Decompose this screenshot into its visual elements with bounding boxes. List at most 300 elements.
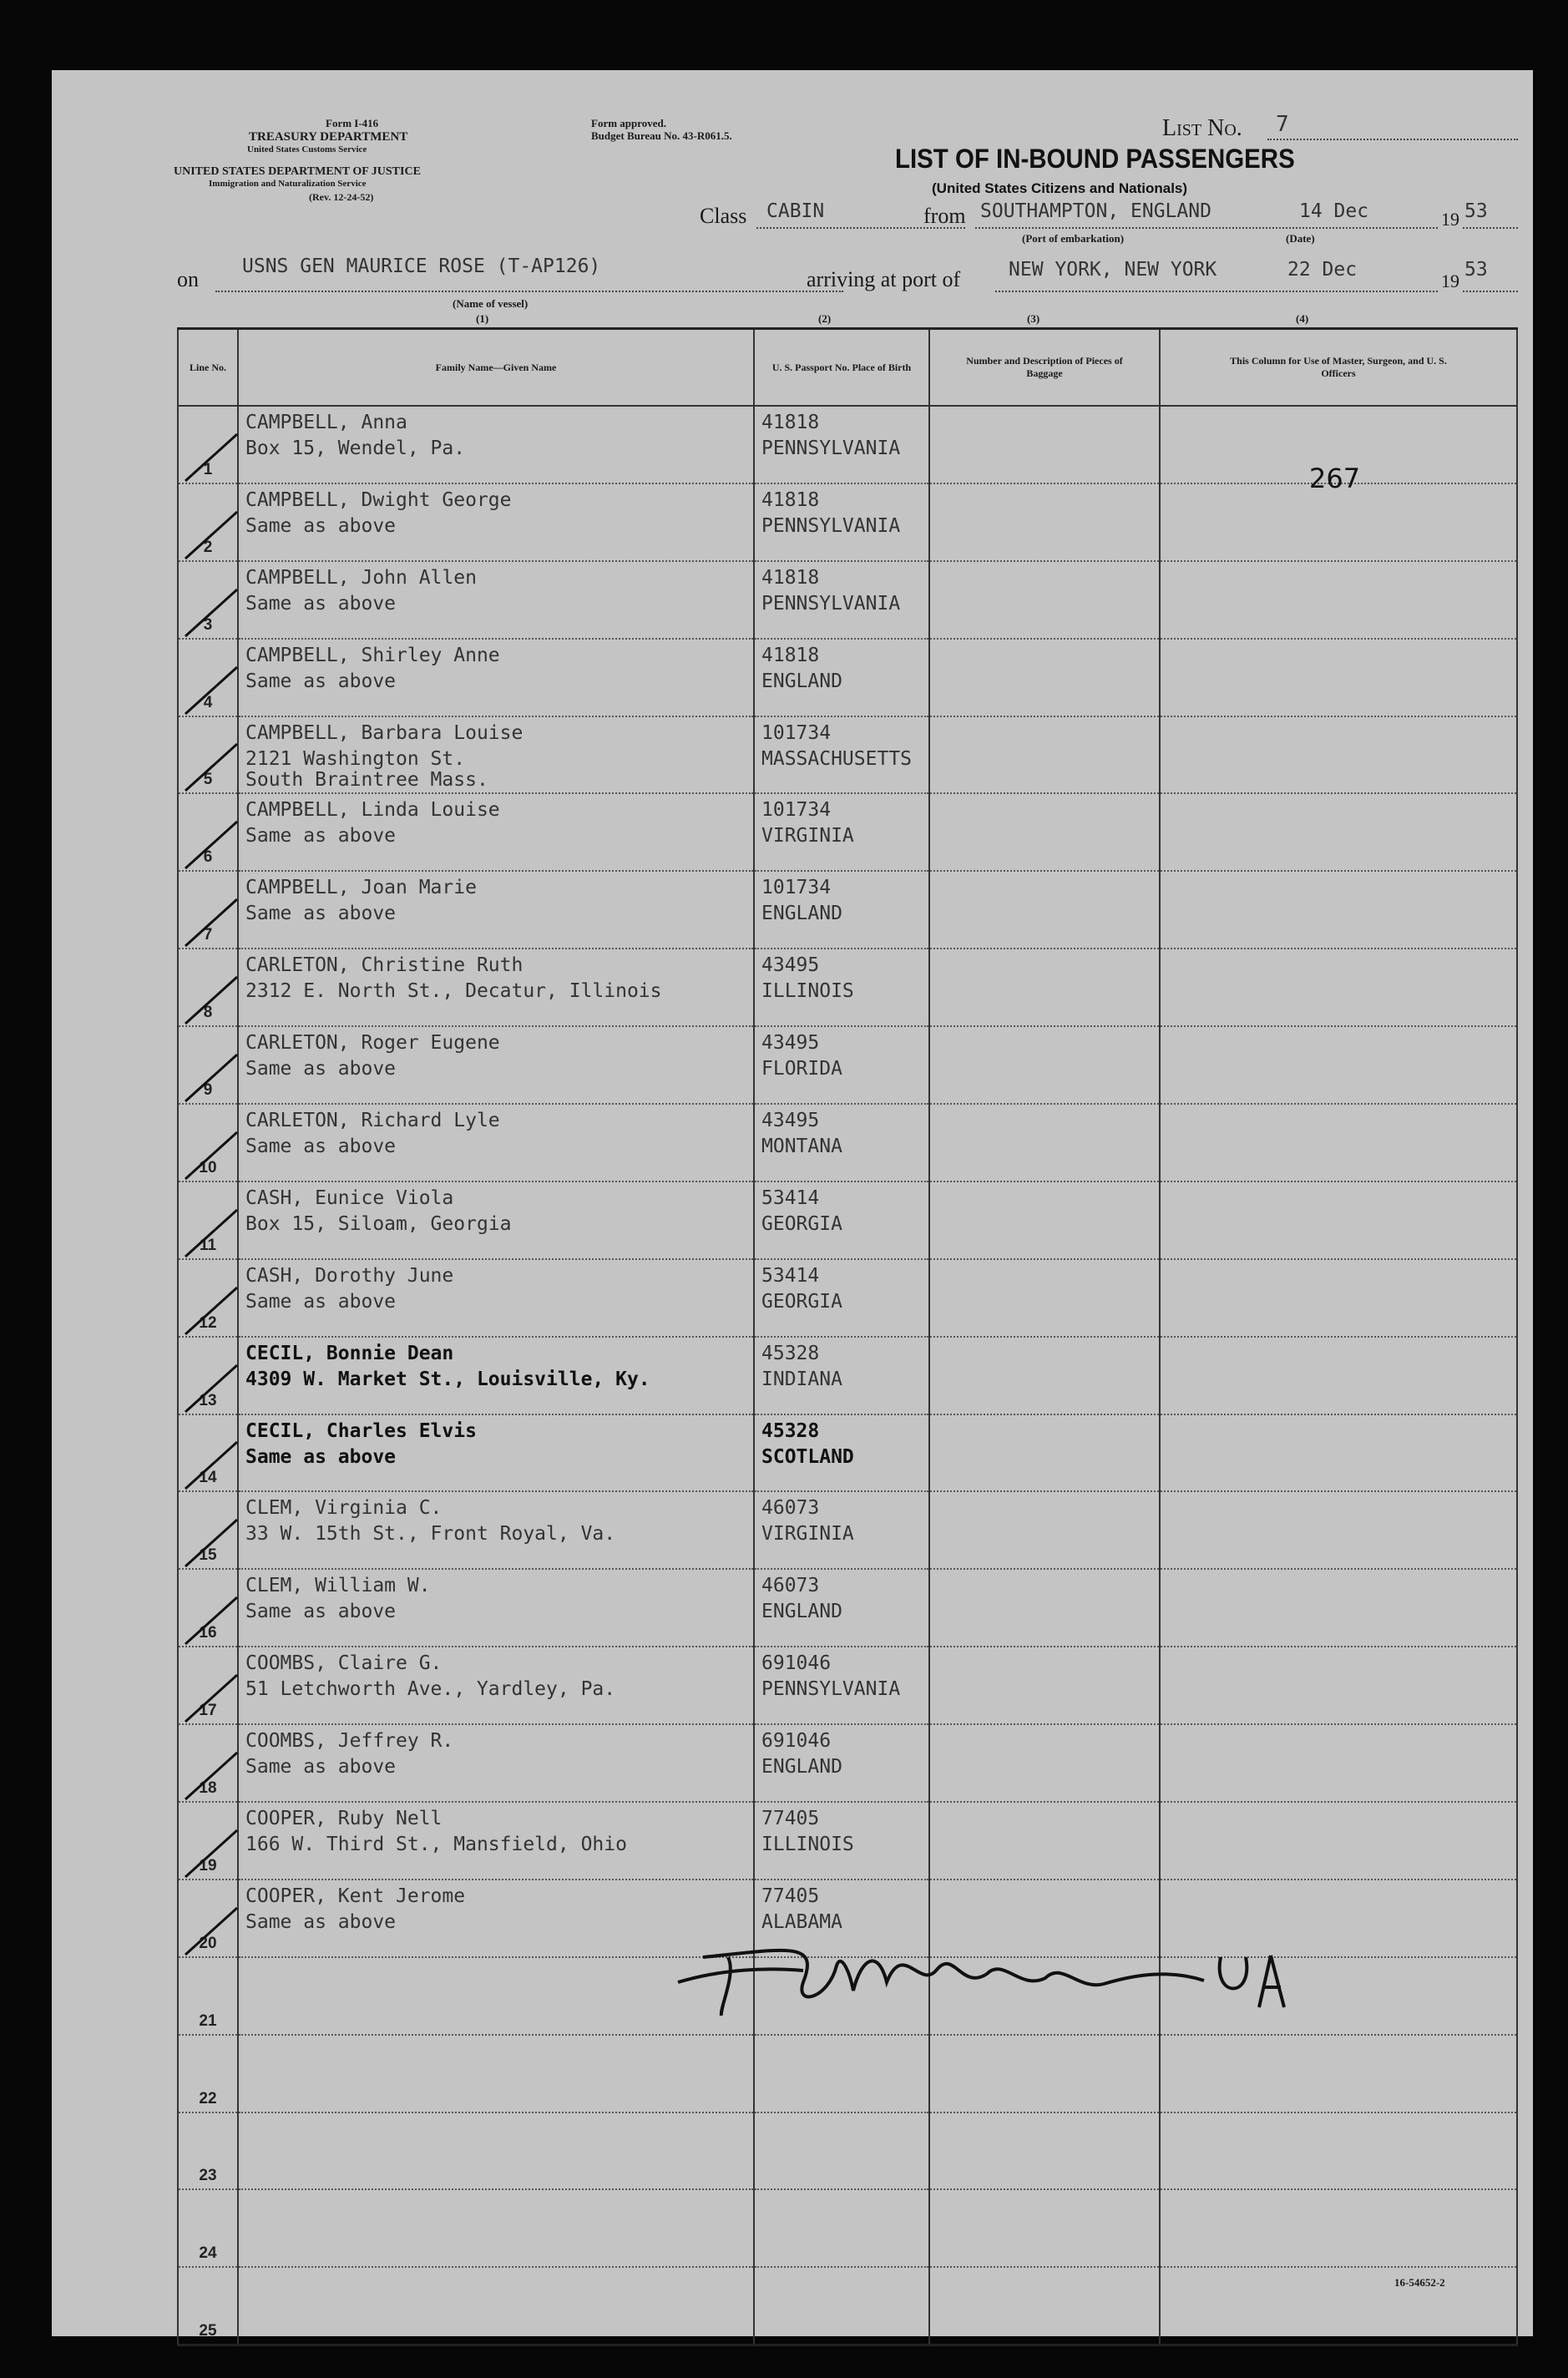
table-row	[178, 1647, 1517, 1724]
line-number-cell	[178, 1957, 238, 2035]
baggage-cell	[929, 1414, 1160, 1492]
line-number: 2	[203, 538, 213, 556]
passport-number: 101734	[761, 721, 832, 744]
on-label: on	[177, 267, 199, 291]
table-row	[178, 2112, 1517, 2190]
passport-number: 45328	[761, 1419, 820, 1442]
line-number-cell	[178, 2189, 238, 2267]
line-number: 22	[199, 2089, 217, 2107]
place-of-birth: ENGLAND	[761, 1601, 842, 1623]
name-cell	[238, 1647, 754, 1724]
officer-cell	[1160, 1802, 1517, 1880]
line-number: 11	[199, 1236, 217, 1254]
line-number: 1	[203, 460, 213, 478]
place-of-birth: PENNSYLVANIA	[761, 1678, 901, 1701]
passport-cell	[754, 2112, 929, 2190]
name-cell	[238, 871, 754, 949]
passenger-address: Same as above	[245, 1058, 397, 1080]
place-of-birth: PENNSYLVANIA	[761, 438, 901, 459]
name-cell	[238, 1414, 754, 1492]
passenger-name: CARLETON, Richard Lyle	[245, 1110, 500, 1132]
check-mark-icon	[182, 1051, 240, 1110]
name-cell	[238, 561, 754, 639]
check-mark-icon	[182, 1129, 240, 1187]
passport-cell	[754, 2189, 929, 2267]
form-code: 16-54652-2	[1394, 2276, 1445, 2289]
line-number-cell	[178, 793, 238, 871]
name-cell	[238, 1181, 754, 1259]
passenger-name: COOMBS, Jeffrey R.	[245, 1730, 454, 1753]
check-mark-icon	[182, 818, 240, 877]
baggage-cell	[929, 639, 1160, 716]
baggage-cell	[929, 2035, 1160, 2112]
passenger-address: Same as above	[245, 1290, 397, 1313]
passport-number: 691046	[761, 1652, 832, 1675]
passenger-name: COOMBS, Claire G.	[245, 1652, 443, 1675]
officer-cell	[1160, 1724, 1517, 1802]
line-number: 23	[199, 2167, 217, 2185]
from-year-line	[1463, 227, 1518, 229]
line-number: 8	[203, 1004, 213, 1022]
passport-number: 43495	[761, 1110, 820, 1132]
baggage-cell	[929, 1259, 1160, 1337]
line-number-cell	[178, 949, 238, 1026]
line-number-cell	[178, 871, 238, 949]
name-cell	[238, 2112, 754, 2190]
table-row	[178, 871, 1517, 949]
line-number: 12	[199, 1313, 217, 1332]
officer-cell	[1160, 1104, 1517, 1181]
header-officers: This Column for Use of Master, Surgeon, and U. S. Officers	[1160, 329, 1517, 407]
line-number-cell	[178, 1569, 238, 1647]
name-cell	[238, 949, 754, 1026]
check-mark-icon	[182, 741, 240, 799]
passport-cell	[754, 871, 929, 949]
place-of-birth: ENGLAND	[761, 670, 842, 692]
line-number: 25	[199, 2322, 217, 2340]
check-mark-icon	[182, 664, 240, 722]
table-row	[178, 1181, 1517, 1259]
line-number: 9	[203, 1081, 213, 1100]
line-number-cell	[178, 1724, 238, 1802]
place-of-birth: SCOTLAND	[761, 1445, 854, 1468]
line-number: 14	[199, 1469, 217, 1487]
vessel-caption: (Name of vessel)	[453, 297, 529, 310]
table-row	[178, 2267, 1517, 2345]
name-cell	[238, 793, 754, 871]
line-number: 17	[199, 1702, 217, 1720]
table-row	[178, 483, 1517, 561]
place-of-birth: PENNSYLVANIA	[761, 592, 901, 615]
line-number: 6	[203, 848, 213, 867]
passenger-name: COOPER, Kent Jerome	[245, 1885, 466, 1907]
line-number: 7	[203, 926, 213, 944]
from-line	[975, 227, 1438, 229]
name-cell	[238, 483, 754, 561]
customs-service: United States Customs Service	[247, 144, 367, 154]
place-of-birth: GEORGIA	[761, 1212, 842, 1235]
passenger-address: Same as above	[245, 1445, 397, 1468]
officer-cell	[1160, 793, 1517, 871]
check-mark-icon	[182, 974, 240, 1032]
place-of-birth: ILLINOIS	[761, 980, 854, 1003]
line-number-cell	[178, 1026, 238, 1104]
passport-cell	[754, 561, 929, 639]
line-number-cell	[178, 1802, 238, 1880]
passenger-address: Same as above	[245, 1756, 397, 1778]
revision: (Rev. 12-24-52)	[309, 191, 374, 203]
table-row	[178, 639, 1517, 716]
year-prefix: 19	[1441, 209, 1459, 230]
passenger-address: Same as above	[245, 1136, 397, 1158]
passenger-address: Same as above	[245, 825, 397, 847]
officer-cell	[1160, 1337, 1517, 1414]
passport-number: 46073	[761, 1497, 820, 1520]
passport-cell	[754, 949, 929, 1026]
officer-cell	[1160, 639, 1517, 716]
check-mark-icon	[182, 896, 240, 954]
table-row	[178, 2035, 1517, 2112]
embarkation-year: 53	[1464, 200, 1488, 222]
baggage-cell	[929, 1569, 1160, 1647]
officer-cell	[1160, 1569, 1517, 1647]
check-mark-icon	[182, 1594, 240, 1652]
place-of-birth: ALABAMA	[761, 1910, 842, 1933]
passenger-name: CAMPBELL, Linda Louise	[245, 799, 500, 822]
passport-cell	[754, 1181, 929, 1259]
name-cell	[238, 2267, 754, 2345]
check-mark-icon	[182, 1284, 240, 1343]
passenger-address-2: South Braintree Mass.	[245, 768, 488, 791]
ins-heading: Immigration and Naturalization Service	[209, 179, 367, 189]
passenger-name: CASH, Eunice Viola	[245, 1186, 454, 1209]
check-mark-icon	[182, 1905, 240, 1963]
officer-cell	[1160, 2189, 1517, 2267]
passport-cell	[754, 1259, 929, 1337]
passport-number: 77405	[761, 1885, 820, 1907]
doj-heading: UNITED STATES DEPARTMENT OF JUSTICE	[174, 165, 421, 178]
arriving-label: arriving at port of	[807, 267, 961, 291]
name-cell	[238, 1569, 754, 1647]
table-row	[178, 2189, 1517, 2267]
passport-number: 101734	[761, 877, 832, 899]
table-header-row	[178, 329, 1517, 407]
table-row	[178, 1491, 1517, 1569]
line-number-cell	[178, 1104, 238, 1181]
baggage-cell	[929, 1026, 1160, 1104]
passenger-address: 33 W. 15th St., Front Royal, Va.	[245, 1523, 616, 1546]
passenger-name: CAMPBELL, Joan Marie	[245, 877, 477, 899]
list-no-value: 7	[1276, 112, 1289, 137]
passport-cell	[754, 2035, 929, 2112]
check-mark-icon	[182, 431, 240, 489]
passport-number: 43495	[761, 954, 820, 977]
embarkation-port: SOUTHAMPTON, ENGLAND	[980, 200, 1211, 222]
passport-cell	[754, 406, 929, 483]
line-number-cell	[178, 2035, 238, 2112]
table-row	[178, 949, 1517, 1026]
check-mark-icon	[182, 1207, 240, 1265]
passenger-address: 166 W. Third St., Mansfield, Ohio	[245, 1834, 627, 1856]
treasury-dept: TREASURY DEPARTMENT	[249, 130, 408, 144]
passenger-address: Same as above	[245, 1601, 397, 1623]
baggage-cell	[929, 793, 1160, 871]
vessel-name: USNS GEN MAURICE ROSE (T-AP126)	[242, 256, 601, 277]
col-number-1: (1)	[476, 312, 489, 325]
arrival-line	[995, 291, 1438, 292]
officer-cell	[1160, 2112, 1517, 2190]
form-number: Form I-416	[326, 117, 379, 129]
name-cell	[238, 1491, 754, 1569]
name-cell	[238, 639, 754, 716]
page-title: LIST OF IN-BOUND PASSENGERS	[895, 144, 1295, 174]
list-no-label: List No.	[1162, 115, 1242, 141]
check-mark-icon	[182, 1516, 240, 1575]
passenger-name: CASH, Dorothy June	[245, 1264, 454, 1287]
passport-cell	[754, 1414, 929, 1492]
table-row	[178, 1414, 1517, 1492]
line-number: 13	[199, 1391, 217, 1409]
passenger-address: Same as above	[245, 1910, 397, 1933]
baggage-cell	[929, 1337, 1160, 1414]
name-cell	[238, 2189, 754, 2267]
check-mark-icon	[182, 1439, 240, 1497]
table-row	[178, 561, 1517, 639]
passenger-name: CLEM, William W.	[245, 1575, 431, 1597]
passenger-address: 2121 Washington St.	[245, 747, 466, 770]
passport-number: 46073	[761, 1575, 820, 1597]
passenger-name: CAMPBELL, Anna	[245, 412, 407, 433]
passenger-name: CAMPBELL, Shirley Anne	[245, 644, 500, 666]
line-number-cell	[178, 2112, 238, 2190]
table-row	[178, 716, 1517, 794]
baggage-cell	[929, 716, 1160, 794]
place-of-birth: ILLINOIS	[761, 1834, 854, 1856]
line-number-cell	[178, 561, 238, 639]
arrival-year-line	[1463, 291, 1518, 292]
check-mark-icon	[182, 1362, 240, 1420]
passenger-name: CAMPBELL, Dwight George	[245, 488, 512, 511]
name-cell	[238, 1026, 754, 1104]
line-number-cell	[178, 1259, 238, 1337]
passport-number: 53414	[761, 1186, 820, 1209]
table-row	[178, 1104, 1517, 1181]
name-cell	[238, 1337, 754, 1414]
header-passport: U. S. Passport No. Place of Birth	[754, 329, 929, 407]
table-row	[178, 1259, 1517, 1337]
passport-cell	[754, 1337, 929, 1414]
passport-number: 41818	[761, 644, 820, 666]
line-number: 3	[203, 615, 213, 634]
passport-number: 43495	[761, 1032, 820, 1055]
from-label: from	[923, 204, 966, 228]
name-cell	[238, 1104, 754, 1181]
col-number-4: (4)	[1296, 312, 1309, 325]
passenger-address: Box 15, Siloam, Georgia	[245, 1212, 512, 1235]
passport-cell	[754, 639, 929, 716]
embarkation-date: 14 Dec	[1299, 200, 1369, 222]
passenger-name: CAMPBELL, Barbara Louise	[245, 721, 524, 744]
vessel-line	[215, 291, 843, 292]
line-number: 21	[199, 2011, 217, 2030]
place-of-birth: VIRGINIA	[761, 825, 854, 847]
baggage-cell	[929, 949, 1160, 1026]
line-number-cell	[178, 716, 238, 794]
passenger-name: CAMPBELL, John Allen	[245, 566, 477, 589]
line-number: 18	[199, 1779, 217, 1798]
line-number-cell	[178, 1414, 238, 1492]
passport-cell	[754, 1026, 929, 1104]
baggage-cell	[929, 561, 1160, 639]
baggage-cell	[929, 406, 1160, 483]
passport-cell	[754, 1104, 929, 1181]
officer-signature	[670, 1890, 1321, 2032]
line-number: 15	[199, 1546, 217, 1565]
passport-cell	[754, 793, 929, 871]
passport-number: 53414	[761, 1264, 820, 1287]
passport-number: 691046	[761, 1730, 832, 1753]
passport-cell	[754, 2267, 929, 2345]
table-row	[178, 1569, 1517, 1647]
table-row	[178, 1802, 1517, 1880]
officer-cell	[1160, 561, 1517, 639]
officer-cell	[1160, 1414, 1517, 1492]
passport-cell	[754, 1491, 929, 1569]
header-name: Family Name—Given Name	[238, 329, 754, 407]
officer-cell	[1160, 949, 1517, 1026]
passport-number: 77405	[761, 1808, 820, 1830]
line-number-cell	[178, 2267, 238, 2345]
name-cell	[238, 716, 754, 794]
place-of-birth: VIRGINIA	[761, 1523, 854, 1546]
baggage-cell	[929, 1181, 1160, 1259]
passenger-address: Same as above	[245, 903, 397, 925]
line-number: 5	[203, 771, 213, 789]
passenger-address: 2312 E. North St., Decatur, Illinois	[245, 980, 662, 1003]
line-number-cell	[178, 1337, 238, 1414]
passport-cell	[754, 483, 929, 561]
name-cell	[238, 2035, 754, 2112]
passenger-name: CECIL, Charles Elvis	[245, 1419, 477, 1442]
passport-number: 41818	[761, 488, 820, 511]
baggage-cell	[929, 1104, 1160, 1181]
officer-cell	[1160, 2035, 1517, 2112]
passenger-address: Same as above	[245, 670, 397, 692]
line-number-cell	[178, 1181, 238, 1259]
passenger-name: CLEM, Virginia C.	[245, 1497, 443, 1520]
line-number: 19	[199, 1856, 217, 1875]
name-cell	[238, 406, 754, 483]
passenger-address: 51 Letchworth Ave., Yardley, Pa.	[245, 1678, 616, 1701]
header-baggage: Number and Description of Pieces of Baggage	[929, 329, 1160, 407]
officer-cell	[1160, 1181, 1517, 1259]
passenger-address: Box 15, Wendel, Pa.	[245, 438, 466, 459]
officer-cell	[1160, 1647, 1517, 1724]
passenger-address: Same as above	[245, 592, 397, 615]
arrival-year-prefix: 19	[1441, 271, 1459, 291]
name-cell	[238, 1802, 754, 1880]
passport-number: 45328	[761, 1342, 820, 1364]
name-cell	[238, 1724, 754, 1802]
passenger-name: CECIL, Bonnie Dean	[245, 1342, 454, 1364]
budget-bureau: Budget Bureau No. 43-R061.5.	[591, 129, 732, 142]
class-label: Class	[700, 204, 747, 228]
place-of-birth: INDIANA	[761, 1368, 842, 1390]
place-of-birth: PENNSYLVANIA	[761, 514, 901, 537]
check-mark-icon	[182, 586, 240, 645]
passport-number: 41818	[761, 412, 820, 433]
passenger-name: CARLETON, Christine Ruth	[245, 954, 524, 977]
line-number-cell	[178, 1491, 238, 1569]
baggage-cell	[929, 1647, 1160, 1724]
baggage-cell	[929, 871, 1160, 949]
form-approved: Form approved.	[591, 117, 667, 129]
col-number-3: (3)	[1027, 312, 1040, 325]
header-line-no: Line No.	[178, 329, 238, 407]
officer-cell	[1160, 871, 1517, 949]
line-number: 16	[199, 1624, 217, 1642]
line-number-cell	[178, 1647, 238, 1724]
place-of-birth: MONTANA	[761, 1136, 842, 1158]
manifest-page	[52, 70, 1533, 2340]
port-caption: (Port of embarkation)	[1022, 232, 1125, 245]
baggage-cell	[929, 2267, 1160, 2345]
line-number-cell	[178, 639, 238, 716]
officer-note: 267	[1309, 463, 1361, 494]
arrival-year: 53	[1464, 259, 1488, 281]
check-mark-icon	[182, 1827, 240, 1885]
baggage-cell	[929, 1491, 1160, 1569]
officer-cell	[1160, 1259, 1517, 1337]
page-subtitle: (United States Citizens and Nationals)	[932, 180, 1188, 196]
place-of-birth: FLORIDA	[761, 1058, 842, 1080]
baggage-cell	[929, 2112, 1160, 2190]
table-row	[178, 1337, 1517, 1414]
col-number-2: (2)	[818, 312, 832, 325]
passenger-name: CARLETON, Roger Eugene	[245, 1032, 500, 1055]
place-of-birth: MASSACHUSETTS	[761, 747, 913, 770]
baggage-cell	[929, 483, 1160, 561]
line-number-cell	[178, 483, 238, 561]
passport-cell	[754, 716, 929, 794]
officer-cell	[1160, 716, 1517, 794]
table-row	[178, 793, 1517, 871]
line-number: 4	[203, 693, 213, 711]
arrival-date: 22 Dec	[1287, 259, 1358, 281]
table-row	[178, 1026, 1517, 1104]
check-mark-icon	[182, 508, 240, 567]
arrival-port: NEW YORK, NEW YORK	[1009, 259, 1217, 281]
passport-cell	[754, 1569, 929, 1647]
passport-number: 101734	[761, 799, 832, 822]
officer-cell	[1160, 2267, 1517, 2345]
line-number: 10	[199, 1158, 217, 1176]
place-of-birth: ENGLAND	[761, 903, 842, 925]
passenger-address: Same as above	[245, 514, 397, 537]
line-number: 24	[199, 2244, 217, 2263]
passenger-name: COOPER, Ruby Nell	[245, 1808, 443, 1830]
line-number: 20	[199, 1934, 217, 1952]
passport-cell	[754, 1802, 929, 1880]
officer-cell	[1160, 1026, 1517, 1104]
passenger-table	[177, 327, 1518, 2346]
date-caption: (Date)	[1286, 232, 1315, 245]
list-no-line	[1267, 139, 1518, 140]
passport-cell	[754, 1724, 929, 1802]
name-cell	[238, 1259, 754, 1337]
place-of-birth: ENGLAND	[761, 1756, 842, 1778]
passport-number: 41818	[761, 566, 820, 589]
